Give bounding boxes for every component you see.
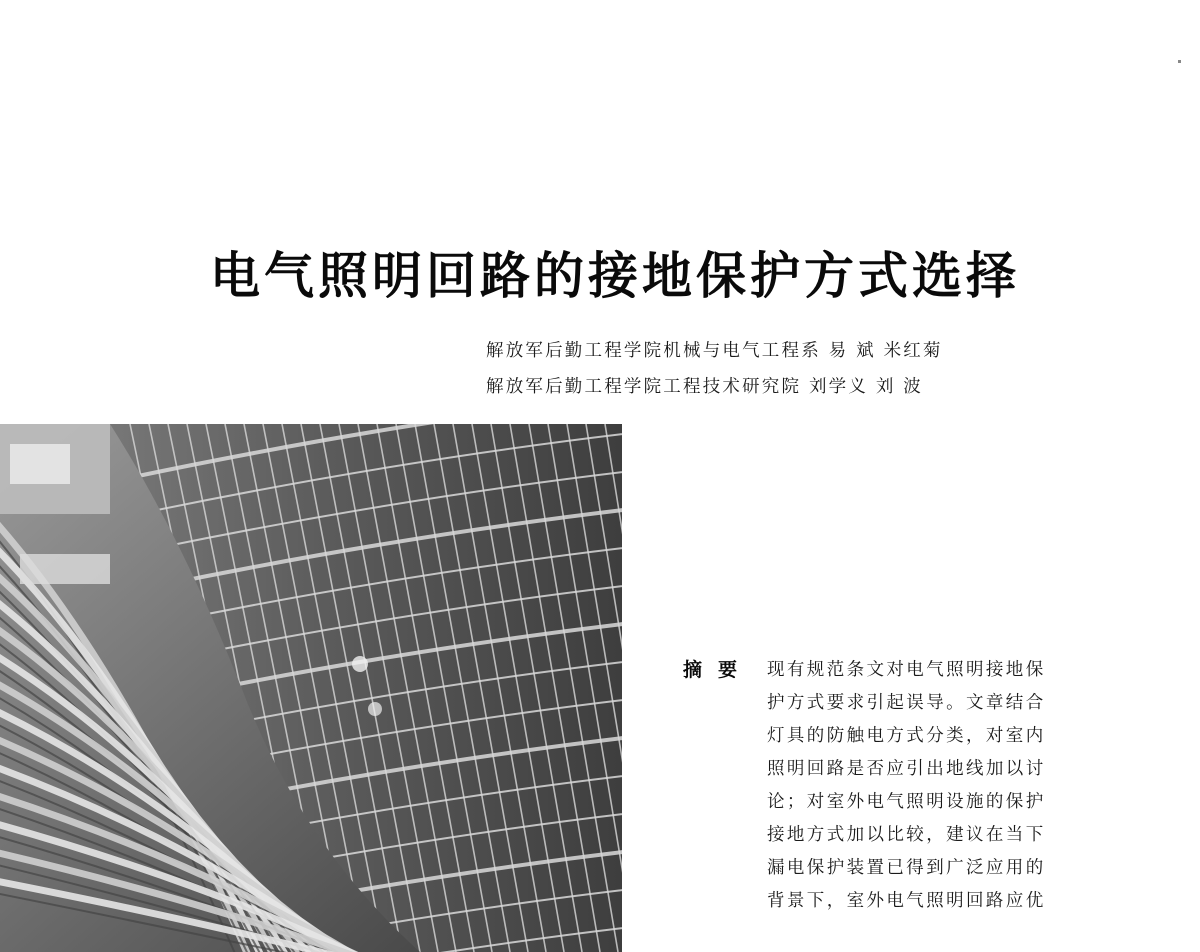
structure-window	[20, 554, 110, 584]
abstract-line: 背景下，室外电气照明回路应优	[767, 891, 1046, 911]
structure-window	[10, 444, 70, 484]
light-reflection	[352, 656, 368, 672]
abstract-text	[767, 654, 1067, 918]
author-affiliations	[486, 333, 943, 405]
author-line-1: 解放军后勤工程学院机械与电气工程系 易 斌 米红菊	[486, 341, 943, 361]
abstract-line: 护方式要求引起误导。文章结合	[767, 693, 1046, 713]
abstract-line: 漏电保护装置已得到广泛应用的	[767, 858, 1046, 878]
page-margin-mark	[1178, 60, 1181, 63]
light-reflection	[368, 702, 382, 716]
building-atrium-photo	[0, 424, 622, 952]
abstract-label: 摘要	[683, 659, 754, 681]
abstract-line: 灯具的防触电方式分类，对室内	[767, 726, 1046, 746]
abstract-line: 照明回路是否应引出地线加以讨	[767, 759, 1046, 779]
abstract-line: 论；对室外电气照明设施的保护	[767, 792, 1046, 812]
author-line-2: 解放军后勤工程学院工程技术研究院 刘学义 刘 波	[486, 377, 923, 397]
abstract-line: 现有规范条文对电气照明接地保	[767, 660, 1046, 680]
building-atrium-photo-graphic	[0, 424, 622, 952]
article-title: 电气照明回路的接地保护方式选择	[210, 247, 1020, 305]
abstract-line: 接地方式加以比较，建议在当下	[767, 825, 1046, 845]
